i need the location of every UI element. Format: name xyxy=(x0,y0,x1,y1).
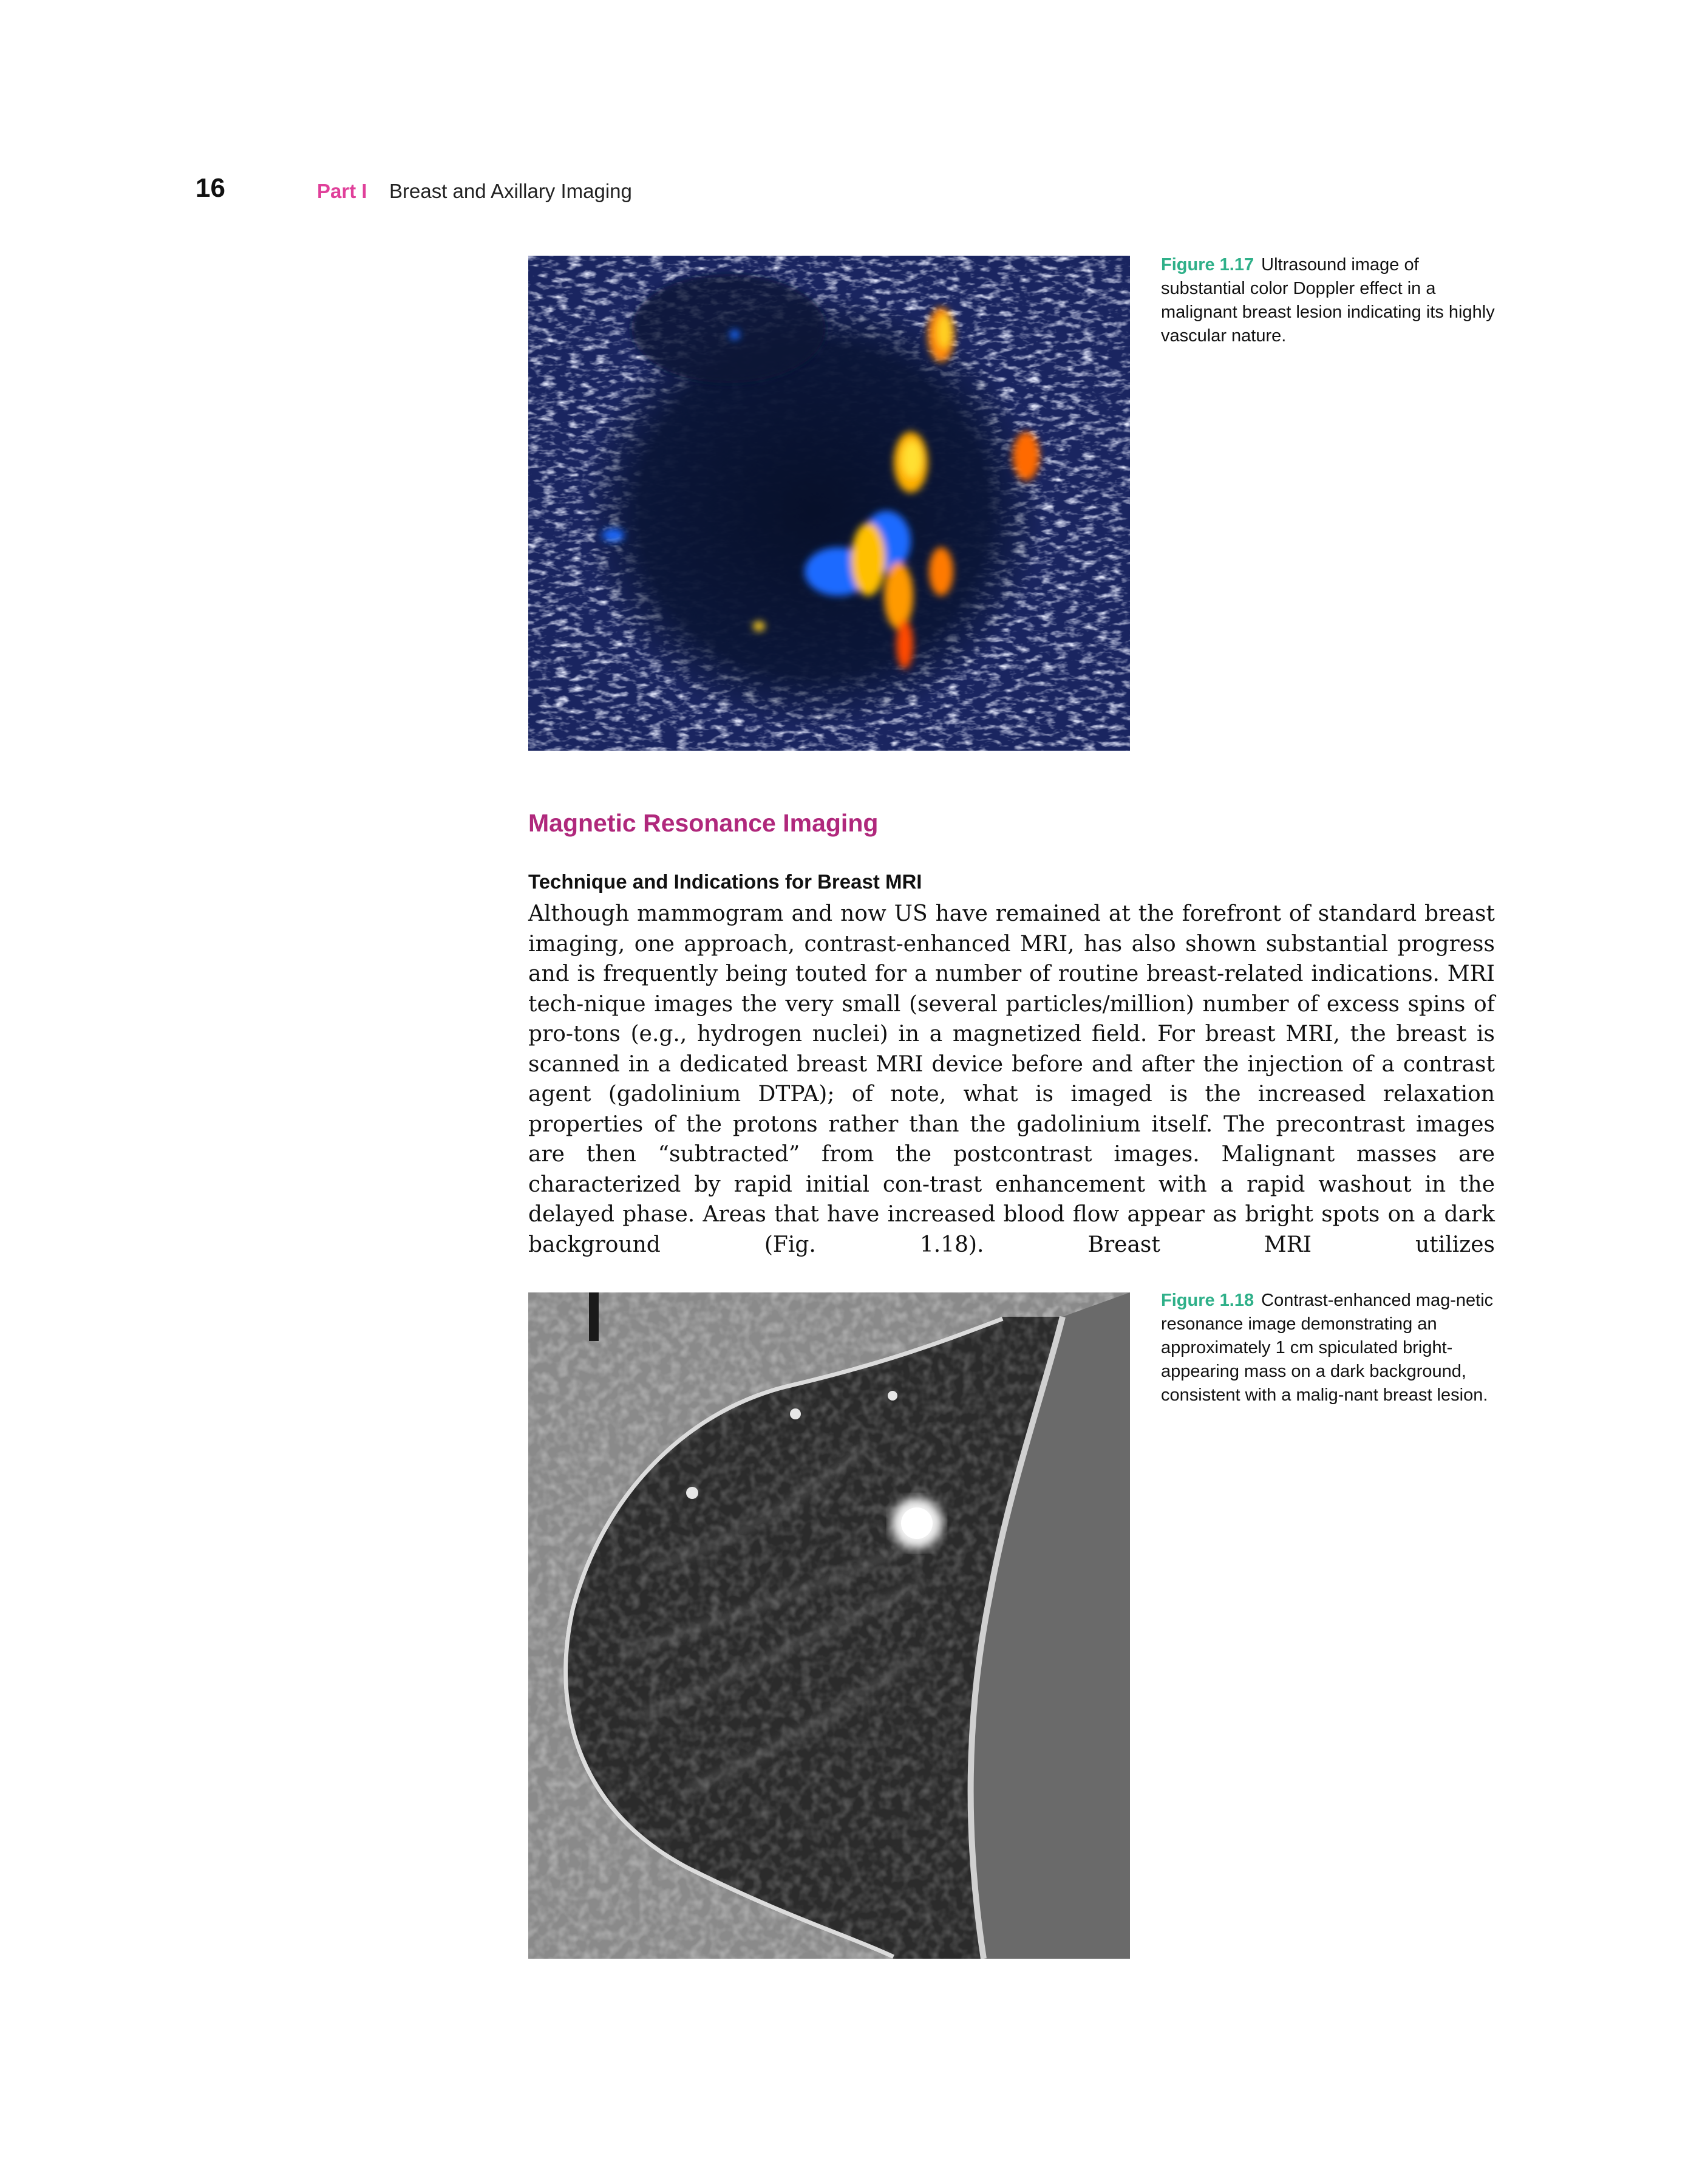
page-number: 16 xyxy=(196,173,225,203)
figure-1-18-mri-image xyxy=(528,1292,1130,1959)
subsection-heading: Technique and Indications for Breast MRI xyxy=(528,870,922,893)
caption-text: Ultrasound image of substantial color Doppler effect in a malignant breast lesion indicating its highly vascular nature. xyxy=(1161,255,1495,346)
figure-1-18-caption xyxy=(1161,1289,1507,1407)
figure-number: Figure 1.18 xyxy=(1161,1291,1254,1310)
figure-1-17-caption xyxy=(1161,253,1507,348)
ultrasound-doppler-picture xyxy=(528,256,1130,751)
caption-text: Contrast-enhanced mag-netic resonance image demonstrating an approximately 1 cm spiculated bright-appearing mass on a dark background, consistent with a malig-nant breast lesion. xyxy=(1161,1291,1494,1405)
breast-mri-picture xyxy=(528,1292,1130,1959)
figure-1-17-ultrasound-image xyxy=(528,256,1130,751)
body-paragraph: Although mammogram and now US have remained at the forefront of standard breast imaging, one approach, contrast-enhanced MRI, has also shown substantial progress and is frequently being touted for a number of routine breast-related indications. MRI tech-nique images the very small (several particles/million) number of excess spins of pro-tons (e.g., hydrogen nuclei) in a magnetized field. For breast MRI, the breast is scanned in a dedicated breast MRI device before and after the injection of a contrast agent (gadolinium DTPA); of note, what is imaged is the increased relaxation properties of the protons rather than the gadolinium itself. The precontrast images are then “subtracted” from the postcontrast images. Malignant masses are characterized by rapid initial con-trast enhancement with a rapid washout in the delayed phase. Areas that have increased blood flow appear as bright spots on a dark background (Fig. 1.18). Breast MRI utilizes xyxy=(528,901,1495,1257)
part-label: Part I xyxy=(317,180,367,202)
section-heading: Magnetic Resonance Imaging xyxy=(528,809,879,837)
running-title: Breast and Axillary Imaging xyxy=(389,180,632,202)
figure-number: Figure 1.17 xyxy=(1161,255,1254,275)
